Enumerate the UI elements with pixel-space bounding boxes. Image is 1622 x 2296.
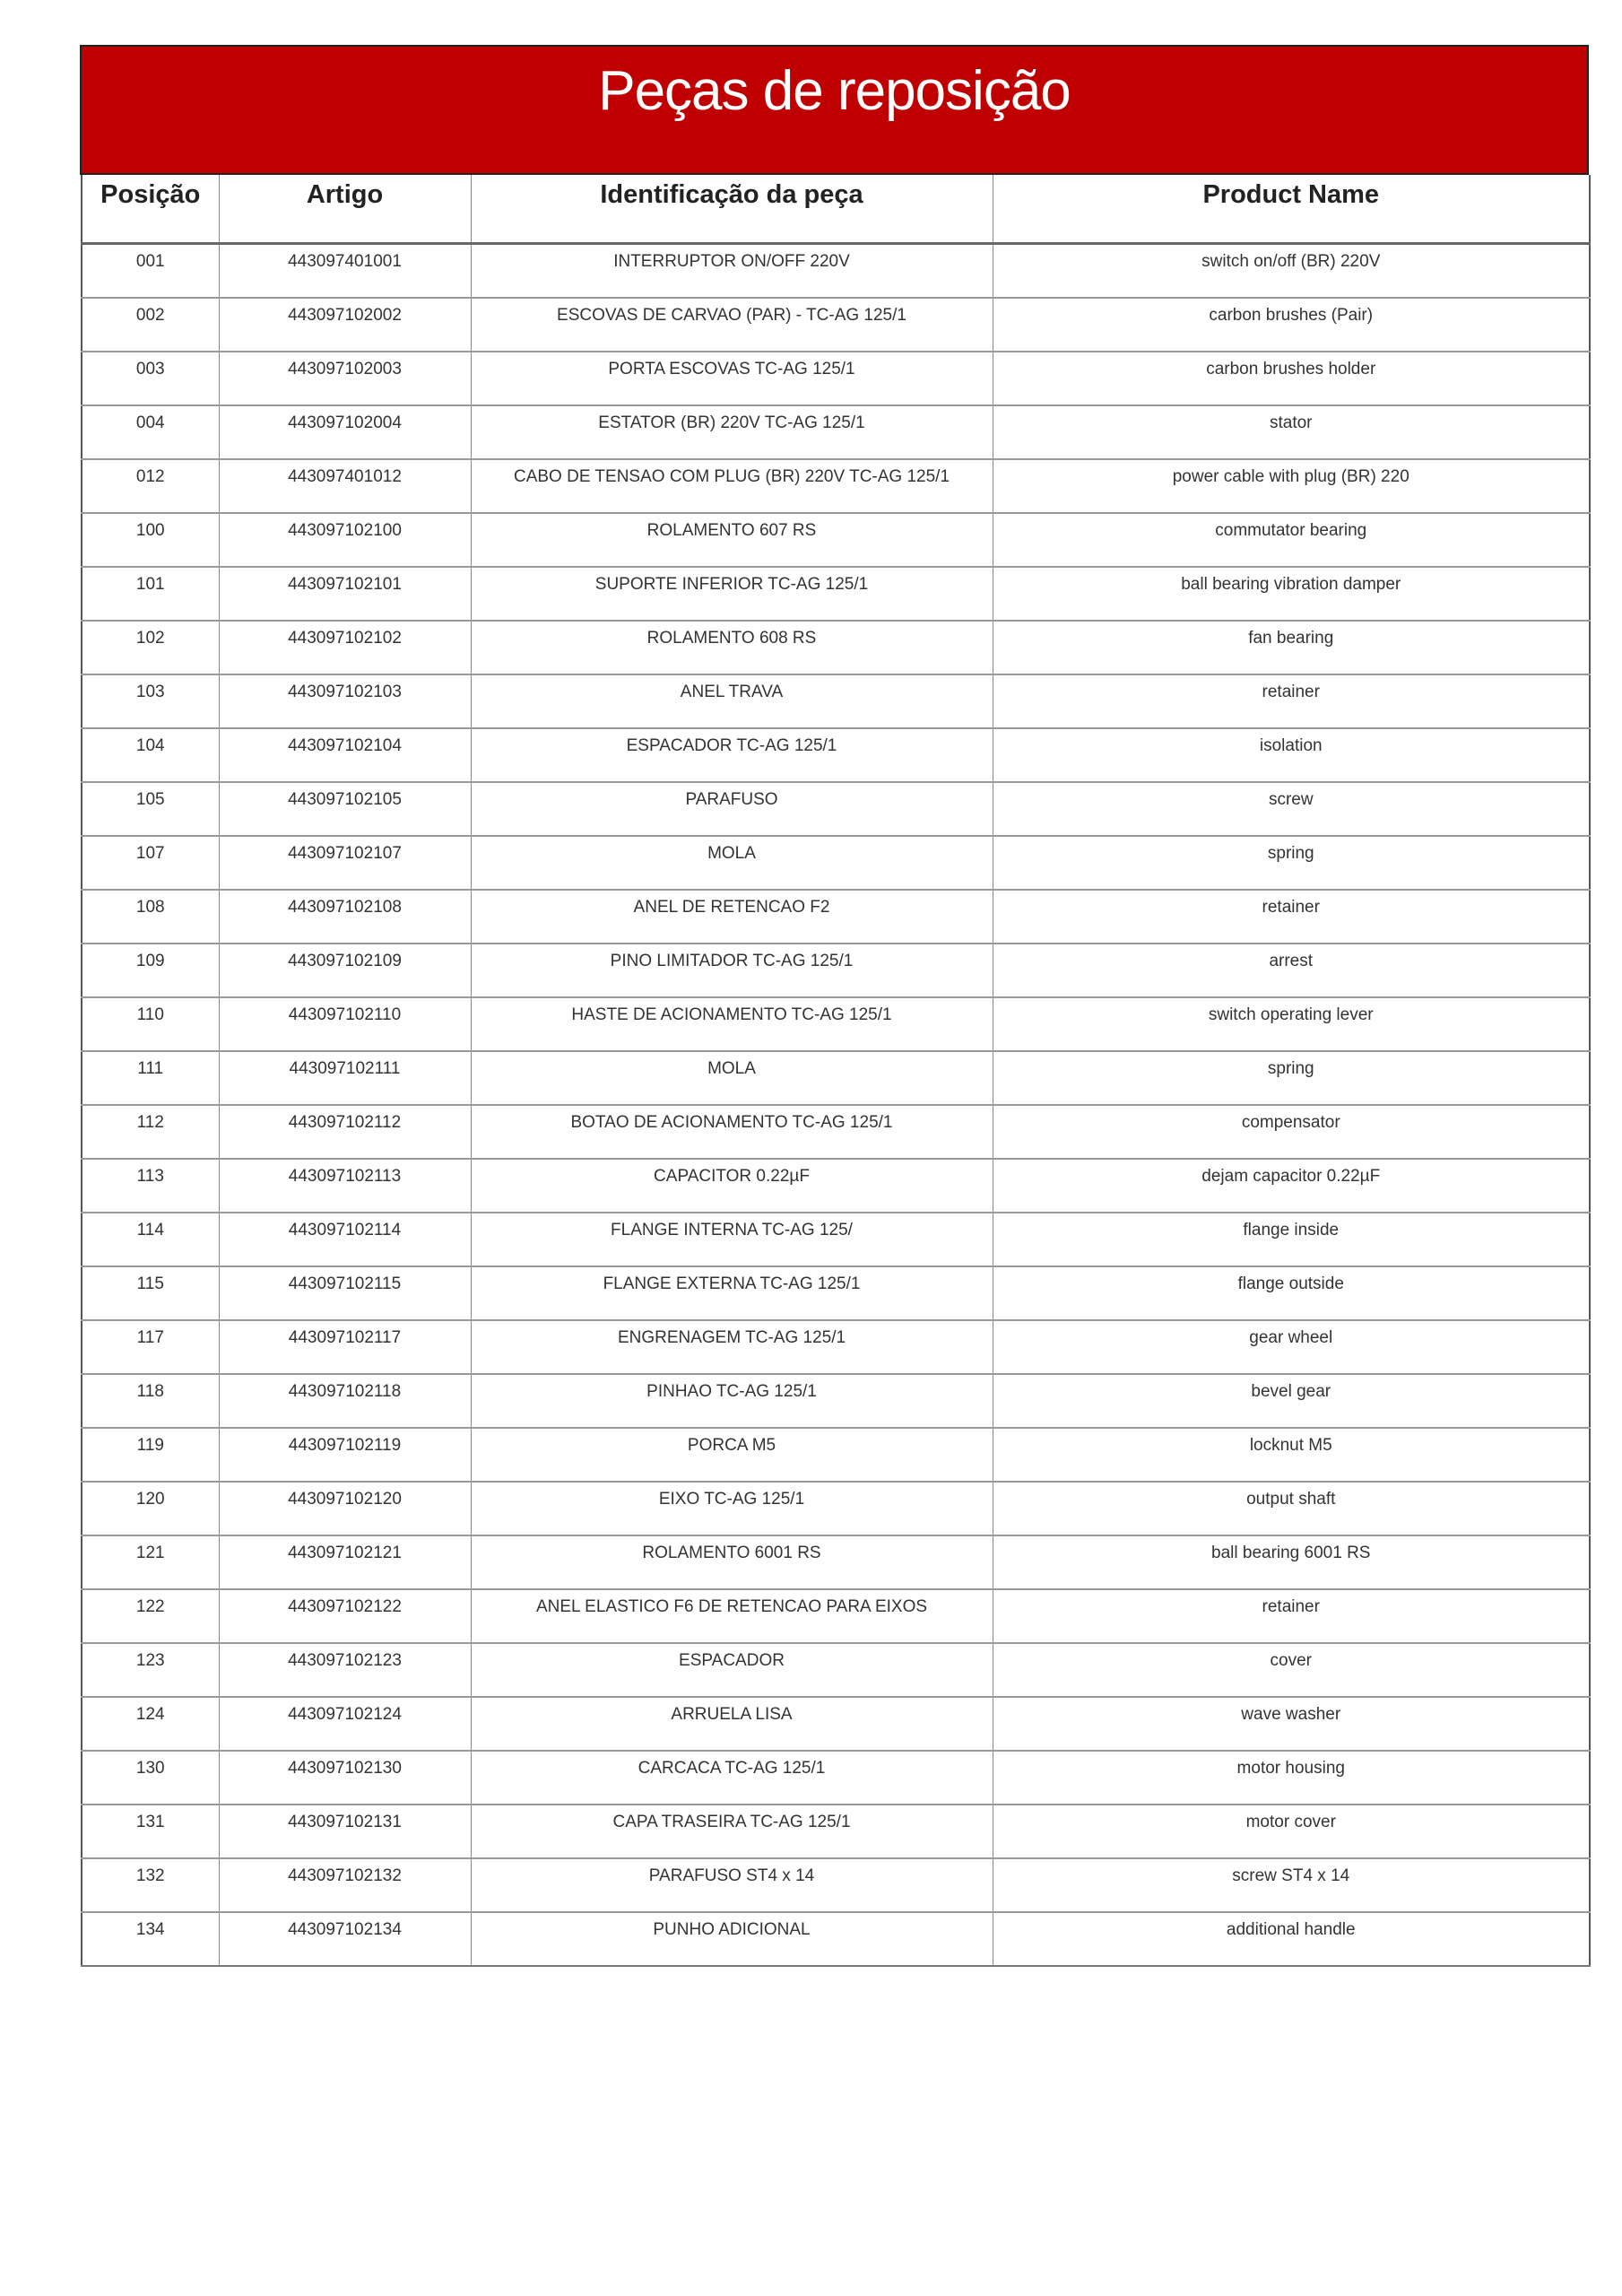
product-name-cell: retainer (993, 674, 1590, 728)
product-name-cell: gear wheel (993, 1320, 1590, 1374)
position-cell: 121 (82, 1535, 219, 1589)
table-row (82, 1428, 1590, 1482)
product-name-cell: screw ST4 x 14 (993, 1858, 1590, 1912)
part-id-cell: PORTA ESCOVAS TC-AG 125/1 (471, 352, 993, 405)
product-name-cell: spring (993, 1051, 1590, 1105)
part-id-cell: PUNHO ADICIONAL (471, 1912, 993, 1966)
article-cell: 443097102102 (219, 621, 471, 674)
table-row (82, 352, 1590, 405)
article-cell: 443097102117 (219, 1320, 471, 1374)
part-id-cell: PARAFUSO (471, 782, 993, 836)
product-name-cell: arrest (993, 944, 1590, 997)
part-id-cell: PINHAO TC-AG 125/1 (471, 1374, 993, 1428)
position-cell: 117 (82, 1320, 219, 1374)
position-cell: 012 (82, 459, 219, 513)
part-id-cell: SUPORTE INFERIOR TC-AG 125/1 (471, 567, 993, 621)
article-cell: 443097102107 (219, 836, 471, 890)
table-row (82, 244, 1590, 298)
table-row (82, 1374, 1590, 1428)
table-row (82, 1912, 1590, 1966)
table-row (82, 997, 1590, 1051)
position-cell: 002 (82, 298, 219, 352)
header-row (82, 175, 1590, 244)
product-name-cell: commutator bearing (993, 513, 1590, 567)
article-cell: 443097102105 (219, 782, 471, 836)
article-cell: 443097102103 (219, 674, 471, 728)
article-cell: 443097102130 (219, 1751, 471, 1805)
part-id-cell: FLANGE INTERNA TC-AG 125/ (471, 1213, 993, 1266)
table-row (82, 728, 1590, 782)
part-id-cell: ROLAMENTO 607 RS (471, 513, 993, 567)
position-cell: 134 (82, 1912, 219, 1966)
product-name-cell: carbon brushes holder (993, 352, 1590, 405)
part-id-cell: ESCOVAS DE CARVAO (PAR) - TC-AG 125/1 (471, 298, 993, 352)
position-cell: 132 (82, 1858, 219, 1912)
part-id-cell: EIXO TC-AG 125/1 (471, 1482, 993, 1535)
part-id-cell: ANEL ELASTICO F6 DE RETENCAO PARA EIXOS (471, 1589, 993, 1643)
part-id-cell: ESPACADOR TC-AG 125/1 (471, 728, 993, 782)
part-id-cell: MOLA (471, 836, 993, 890)
part-id-cell: ESPACADOR (471, 1643, 993, 1697)
article-cell: 443097401012 (219, 459, 471, 513)
position-cell: 122 (82, 1589, 219, 1643)
table-row (82, 890, 1590, 944)
product-name-cell: locknut M5 (993, 1428, 1590, 1482)
part-id-cell: FLANGE EXTERNA TC-AG 125/1 (471, 1266, 993, 1320)
part-id-cell: PORCA M5 (471, 1428, 993, 1482)
table-row (82, 1051, 1590, 1105)
position-cell: 105 (82, 782, 219, 836)
article-cell: 443097102111 (219, 1051, 471, 1105)
product-name-cell: motor housing (993, 1751, 1590, 1805)
article-cell: 443097102134 (219, 1912, 471, 1966)
column-header-article: Artigo (219, 175, 471, 244)
product-name-cell: flange inside (993, 1213, 1590, 1266)
position-cell: 108 (82, 890, 219, 944)
article-cell: 443097102004 (219, 405, 471, 459)
table-row (82, 405, 1590, 459)
table-row (82, 1105, 1590, 1159)
product-name-cell: cover (993, 1643, 1590, 1697)
part-id-cell: ENGRENAGEM TC-AG 125/1 (471, 1320, 993, 1374)
position-cell: 100 (82, 513, 219, 567)
product-name-cell: isolation (993, 728, 1590, 782)
part-id-cell: MOLA (471, 1051, 993, 1105)
product-name-cell: screw (993, 782, 1590, 836)
position-cell: 112 (82, 1105, 219, 1159)
article-cell: 443097102114 (219, 1213, 471, 1266)
article-cell: 443097102120 (219, 1482, 471, 1535)
column-header-position: Posição (82, 175, 219, 244)
table-row (82, 1858, 1590, 1912)
position-cell: 131 (82, 1805, 219, 1858)
product-name-cell: output shaft (993, 1482, 1590, 1535)
table-row (82, 459, 1590, 513)
part-id-cell: CABO DE TENSAO COM PLUG (BR) 220V TC-AG 125/1 (471, 459, 993, 513)
article-cell: 443097102122 (219, 1589, 471, 1643)
part-id-cell: CARCACA TC-AG 125/1 (471, 1751, 993, 1805)
article-cell: 443097102119 (219, 1428, 471, 1482)
article-cell: 443097102110 (219, 997, 471, 1051)
position-cell: 111 (82, 1051, 219, 1105)
page-title: Peças de reposição (598, 60, 1071, 122)
table-row (82, 513, 1590, 567)
position-cell: 101 (82, 567, 219, 621)
article-cell: 443097401001 (219, 244, 471, 298)
position-cell: 113 (82, 1159, 219, 1213)
part-id-cell: PINO LIMITADOR TC-AG 125/1 (471, 944, 993, 997)
product-name-cell: flange outside (993, 1266, 1590, 1320)
product-name-cell: retainer (993, 890, 1590, 944)
position-cell: 120 (82, 1482, 219, 1535)
article-cell: 443097102131 (219, 1805, 471, 1858)
article-cell: 443097102115 (219, 1266, 471, 1320)
article-cell: 443097102100 (219, 513, 471, 567)
article-cell: 443097102109 (219, 944, 471, 997)
spare-parts-table (81, 175, 1591, 1967)
table-row (82, 1320, 1590, 1374)
title-banner (80, 45, 1589, 175)
table-row (82, 944, 1590, 997)
table-row (82, 1266, 1590, 1320)
position-cell: 115 (82, 1266, 219, 1320)
article-cell: 443097102003 (219, 352, 471, 405)
position-cell: 130 (82, 1751, 219, 1805)
product-name-cell: power cable with plug (BR) 220 (993, 459, 1590, 513)
product-name-cell: spring (993, 836, 1590, 890)
part-id-cell: CAPACITOR 0.22µF (471, 1159, 993, 1213)
position-cell: 110 (82, 997, 219, 1051)
product-name-cell: ball bearing vibration damper (993, 567, 1590, 621)
part-id-cell: ANEL TRAVA (471, 674, 993, 728)
column-header-product-name: Product Name (993, 175, 1590, 244)
table-row (82, 836, 1590, 890)
position-cell: 102 (82, 621, 219, 674)
product-name-cell: dejam capacitor 0.22µF (993, 1159, 1590, 1213)
position-cell: 123 (82, 1643, 219, 1697)
part-id-cell: ARRUELA LISA (471, 1697, 993, 1751)
position-cell: 107 (82, 836, 219, 890)
product-name-cell: additional handle (993, 1912, 1590, 1966)
product-name-cell: retainer (993, 1589, 1590, 1643)
product-name-cell: ball bearing 6001 RS (993, 1535, 1590, 1589)
table-row (82, 674, 1590, 728)
part-id-cell: ROLAMENTO 6001 RS (471, 1535, 993, 1589)
position-cell: 104 (82, 728, 219, 782)
product-name-cell: switch operating lever (993, 997, 1590, 1051)
position-cell: 004 (82, 405, 219, 459)
product-name-cell: switch on/off (BR) 220V (993, 244, 1590, 298)
position-cell: 103 (82, 674, 219, 728)
product-name-cell: fan bearing (993, 621, 1590, 674)
table-row (82, 782, 1590, 836)
table-row (82, 1589, 1590, 1643)
part-id-cell: ESTATOR (BR) 220V TC-AG 125/1 (471, 405, 993, 459)
article-cell: 443097102101 (219, 567, 471, 621)
table-row (82, 1697, 1590, 1751)
product-name-cell: motor cover (993, 1805, 1590, 1858)
part-id-cell: HASTE DE ACIONAMENTO TC-AG 125/1 (471, 997, 993, 1051)
table-row (82, 1535, 1590, 1589)
table-row (82, 1213, 1590, 1266)
article-cell: 443097102002 (219, 298, 471, 352)
part-id-cell: INTERRUPTOR ON/OFF 220V (471, 244, 993, 298)
article-cell: 443097102118 (219, 1374, 471, 1428)
article-cell: 443097102123 (219, 1643, 471, 1697)
table-row (82, 298, 1590, 352)
column-header-part-id: Identificação da peça (471, 175, 993, 244)
position-cell: 119 (82, 1428, 219, 1482)
table-row (82, 1805, 1590, 1858)
part-id-cell: PARAFUSO ST4 x 14 (471, 1858, 993, 1912)
table-row (82, 1643, 1590, 1697)
part-id-cell: ANEL DE RETENCAO F2 (471, 890, 993, 944)
article-cell: 443097102124 (219, 1697, 471, 1751)
article-cell: 443097102108 (219, 890, 471, 944)
article-cell: 443097102113 (219, 1159, 471, 1213)
article-cell: 443097102112 (219, 1105, 471, 1159)
article-cell: 443097102104 (219, 728, 471, 782)
product-name-cell: bevel gear (993, 1374, 1590, 1428)
part-id-cell: CAPA TRASEIRA TC-AG 125/1 (471, 1805, 993, 1858)
position-cell: 109 (82, 944, 219, 997)
position-cell: 118 (82, 1374, 219, 1428)
article-cell: 443097102132 (219, 1858, 471, 1912)
table-row (82, 1482, 1590, 1535)
position-cell: 003 (82, 352, 219, 405)
table-row (82, 621, 1590, 674)
table-row (82, 1159, 1590, 1213)
position-cell: 124 (82, 1697, 219, 1751)
position-cell: 114 (82, 1213, 219, 1266)
table-row (82, 1751, 1590, 1805)
product-name-cell: carbon brushes (Pair) (993, 298, 1590, 352)
position-cell: 001 (82, 244, 219, 298)
product-name-cell: wave washer (993, 1697, 1590, 1751)
article-cell: 443097102121 (219, 1535, 471, 1589)
product-name-cell: compensator (993, 1105, 1590, 1159)
table-row (82, 567, 1590, 621)
part-id-cell: BOTAO DE ACIONAMENTO TC-AG 125/1 (471, 1105, 993, 1159)
part-id-cell: ROLAMENTO 608 RS (471, 621, 993, 674)
product-name-cell: stator (993, 405, 1590, 459)
